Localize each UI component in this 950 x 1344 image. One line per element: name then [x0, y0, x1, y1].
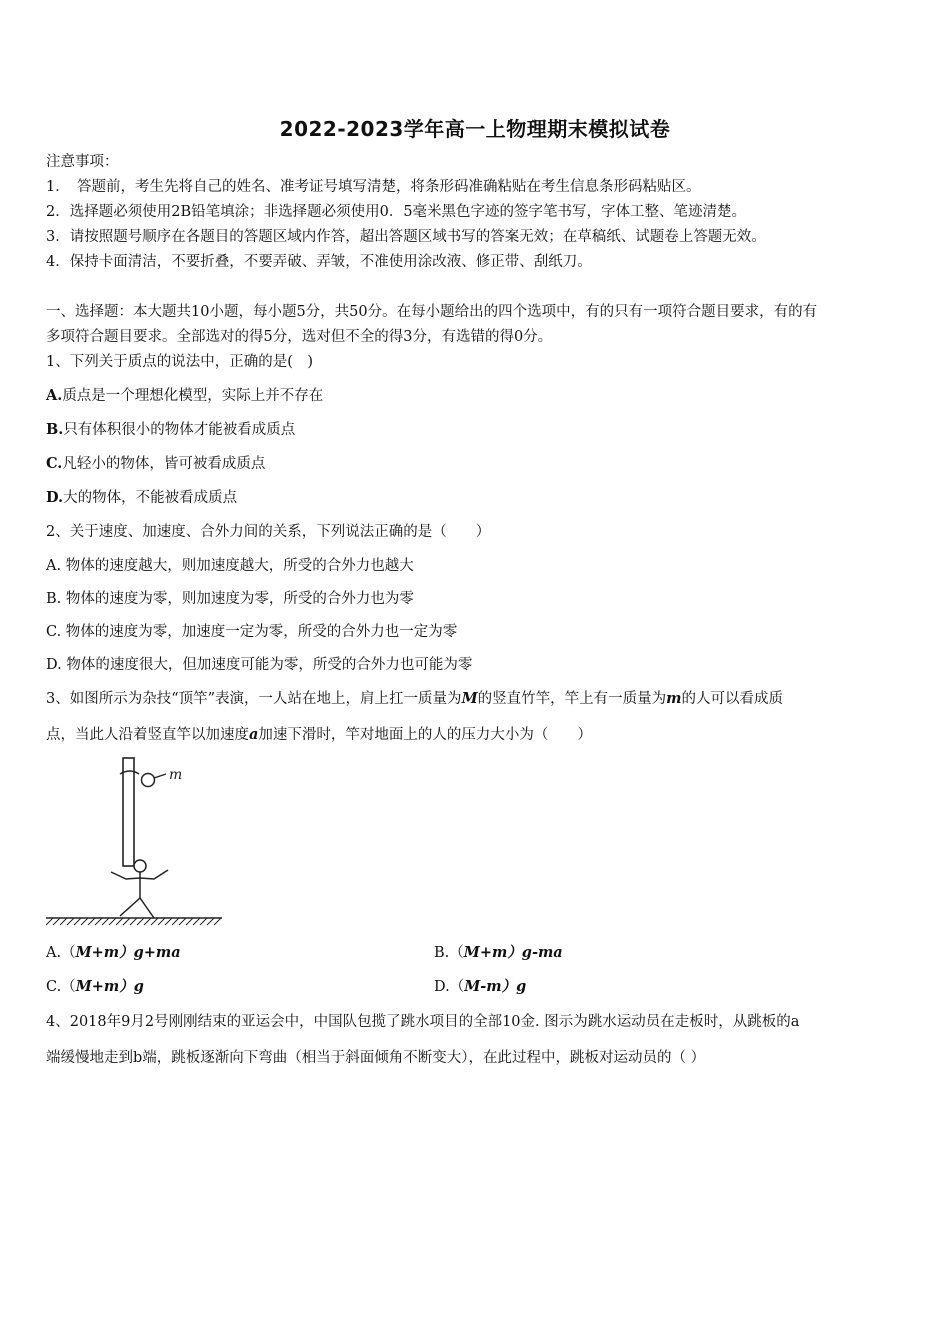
q3-option-a-expr: M+m — [75, 944, 120, 961]
q3-option-d — [434, 977, 526, 997]
q1-option-a-text: 质点是一个理想化模型，实际上并不存在 — [62, 388, 324, 404]
q3-var-m: m — [666, 690, 682, 707]
q1-option-c-letter: C. — [46, 455, 63, 472]
q2-stem: 2、关于速度、加速度、合外力间的关系，下列说法正确的是（ ） — [46, 524, 491, 540]
q3-option-c-prefix: C.（ — [46, 979, 76, 995]
q3-option-c-expr: M+m — [75, 978, 120, 995]
q1-option-c — [46, 454, 265, 474]
q3-option-b — [434, 943, 563, 963]
pole-shape — [123, 758, 134, 866]
q3-option-d-suffix: ）g — [501, 978, 527, 995]
notice-item-2: 2．选择题必须使用2B铅笔填涂；非选择题必须使用0．5毫米黑色字迹的签字笔书写，字体工整、笔迹清楚。 — [46, 204, 747, 220]
q1-option-b — [46, 420, 295, 440]
q3-option-b-expr: M+m — [463, 944, 508, 961]
q1-stem: 1、下列关于质点的说法中，正确的是( ) — [46, 354, 314, 370]
q3-var-a: a — [249, 726, 259, 743]
climber-head-shape — [142, 774, 155, 787]
page-title: 2022-2023学年高一上物理期末模拟试卷 — [279, 117, 671, 141]
q1-option-a — [46, 386, 323, 406]
q3-option-c — [46, 977, 144, 997]
q3-option-a — [46, 943, 181, 963]
q1-option-c-text: 凡轻小的物体，皆可被看成质点 — [62, 456, 266, 472]
q3-option-b-prefix: B.（ — [434, 945, 464, 961]
notice-item-4: 4．保持卡面清洁，不要折叠，不要弄破、弄皱，不准使用涂改液、修正带、刮纸刀。 — [46, 254, 592, 270]
figure-label-m: m — [169, 767, 183, 783]
q3-option-a-prefix: A.（ — [46, 945, 76, 961]
q1-option-a-letter: A. — [46, 387, 63, 404]
notice-item-3: 3．请按照题号顺序在各题目的答题区域内作答，超出答题区域书写的答案无效；在草稿纸、试题卷上答题无效。 — [46, 229, 766, 245]
q1-option-d — [46, 488, 237, 508]
q3-stem2-a: 点，当此人沿着竖直竿以加速度 — [46, 727, 249, 743]
q3-stem-b: 的竖直竹竿，竿上有一质量为 — [477, 691, 667, 707]
q3-var-M: M — [461, 690, 478, 707]
person-legs-shape — [120, 898, 154, 918]
q1-option-b-text: 只有体积很小的物体才能被看成质点 — [63, 422, 296, 438]
q3-option-d-expr: M-m — [464, 978, 502, 995]
q3-stem-line-2 — [46, 725, 592, 745]
q3-option-d-prefix: D.（ — [434, 979, 465, 995]
person-head-shape — [134, 860, 146, 872]
q2-option-a: A. 物体的速度越大，则加速度越大，所受的合外力也越大 — [46, 558, 414, 574]
q3-option-c-suffix: ）g — [119, 978, 144, 995]
q4-stem-line-2: 端缓慢地走到b端，跳板逐渐向下弯曲（相当于斜面倾角不断变大），在此过程中，跳板对运动员的（ ） — [46, 1050, 706, 1066]
pole-climber-figure — [44, 752, 226, 928]
q3-stem2-b: 加速下滑时，竿对地面上的人的压力大小为（ ） — [258, 727, 592, 743]
q1-option-b-letter: B. — [46, 421, 64, 438]
q3-option-a-suffix: ）g+ma — [119, 944, 181, 961]
ground-hatching — [46, 918, 221, 925]
q3-stem-c: 的人可以看成质 — [681, 691, 783, 707]
q3-option-b-suffix: ）g-ma — [507, 944, 563, 961]
q2-option-c: C. 物体的速度为零，加速度一定为零，所受的合外力也一定为零 — [46, 624, 458, 640]
q1-option-d-text: 大的物体，不能被看成质点 — [63, 490, 238, 506]
q3-stem-a: 3、如图所示为杂技“顶竿”表演，一人站在地上，肩上扛一质量为 — [46, 691, 462, 707]
section-instructions-line-1: 一、选择题：本大题共10小题，每小题5分，共50分。在每小题给出的四个选项中，有的只有一项符合题目要求，有的有 — [46, 304, 818, 320]
q1-option-d-letter: D. — [46, 489, 64, 506]
climber-pointer-line — [154, 774, 166, 778]
q2-option-b: B. 物体的速度为零，则加速度为零，所受的合外力也为零 — [46, 591, 414, 607]
section-instructions-line-2: 多项符合题目要求。全部选对的得5分，选对但不全的得3分，有选错的得0分。 — [46, 329, 553, 345]
notice-heading: 注意事项： — [46, 154, 119, 170]
q3-stem-line-1 — [46, 689, 783, 709]
q2-option-d: D. 物体的速度很大，但加速度可能为零，所受的合外力也可能为零 — [46, 657, 473, 673]
notice-item-1: 1． 答题前，考生先将自己的姓名、准考证号填写清楚，将条形码准确粘贴在考生信息条形码粘贴区。 — [46, 179, 701, 195]
q4-stem-line-1: 4、2018年9月2号刚刚结束的亚运会中，中国队包揽了跳水项目的全部10金. 图示为跳水运动员在走板时，从跳板的a — [46, 1014, 800, 1030]
